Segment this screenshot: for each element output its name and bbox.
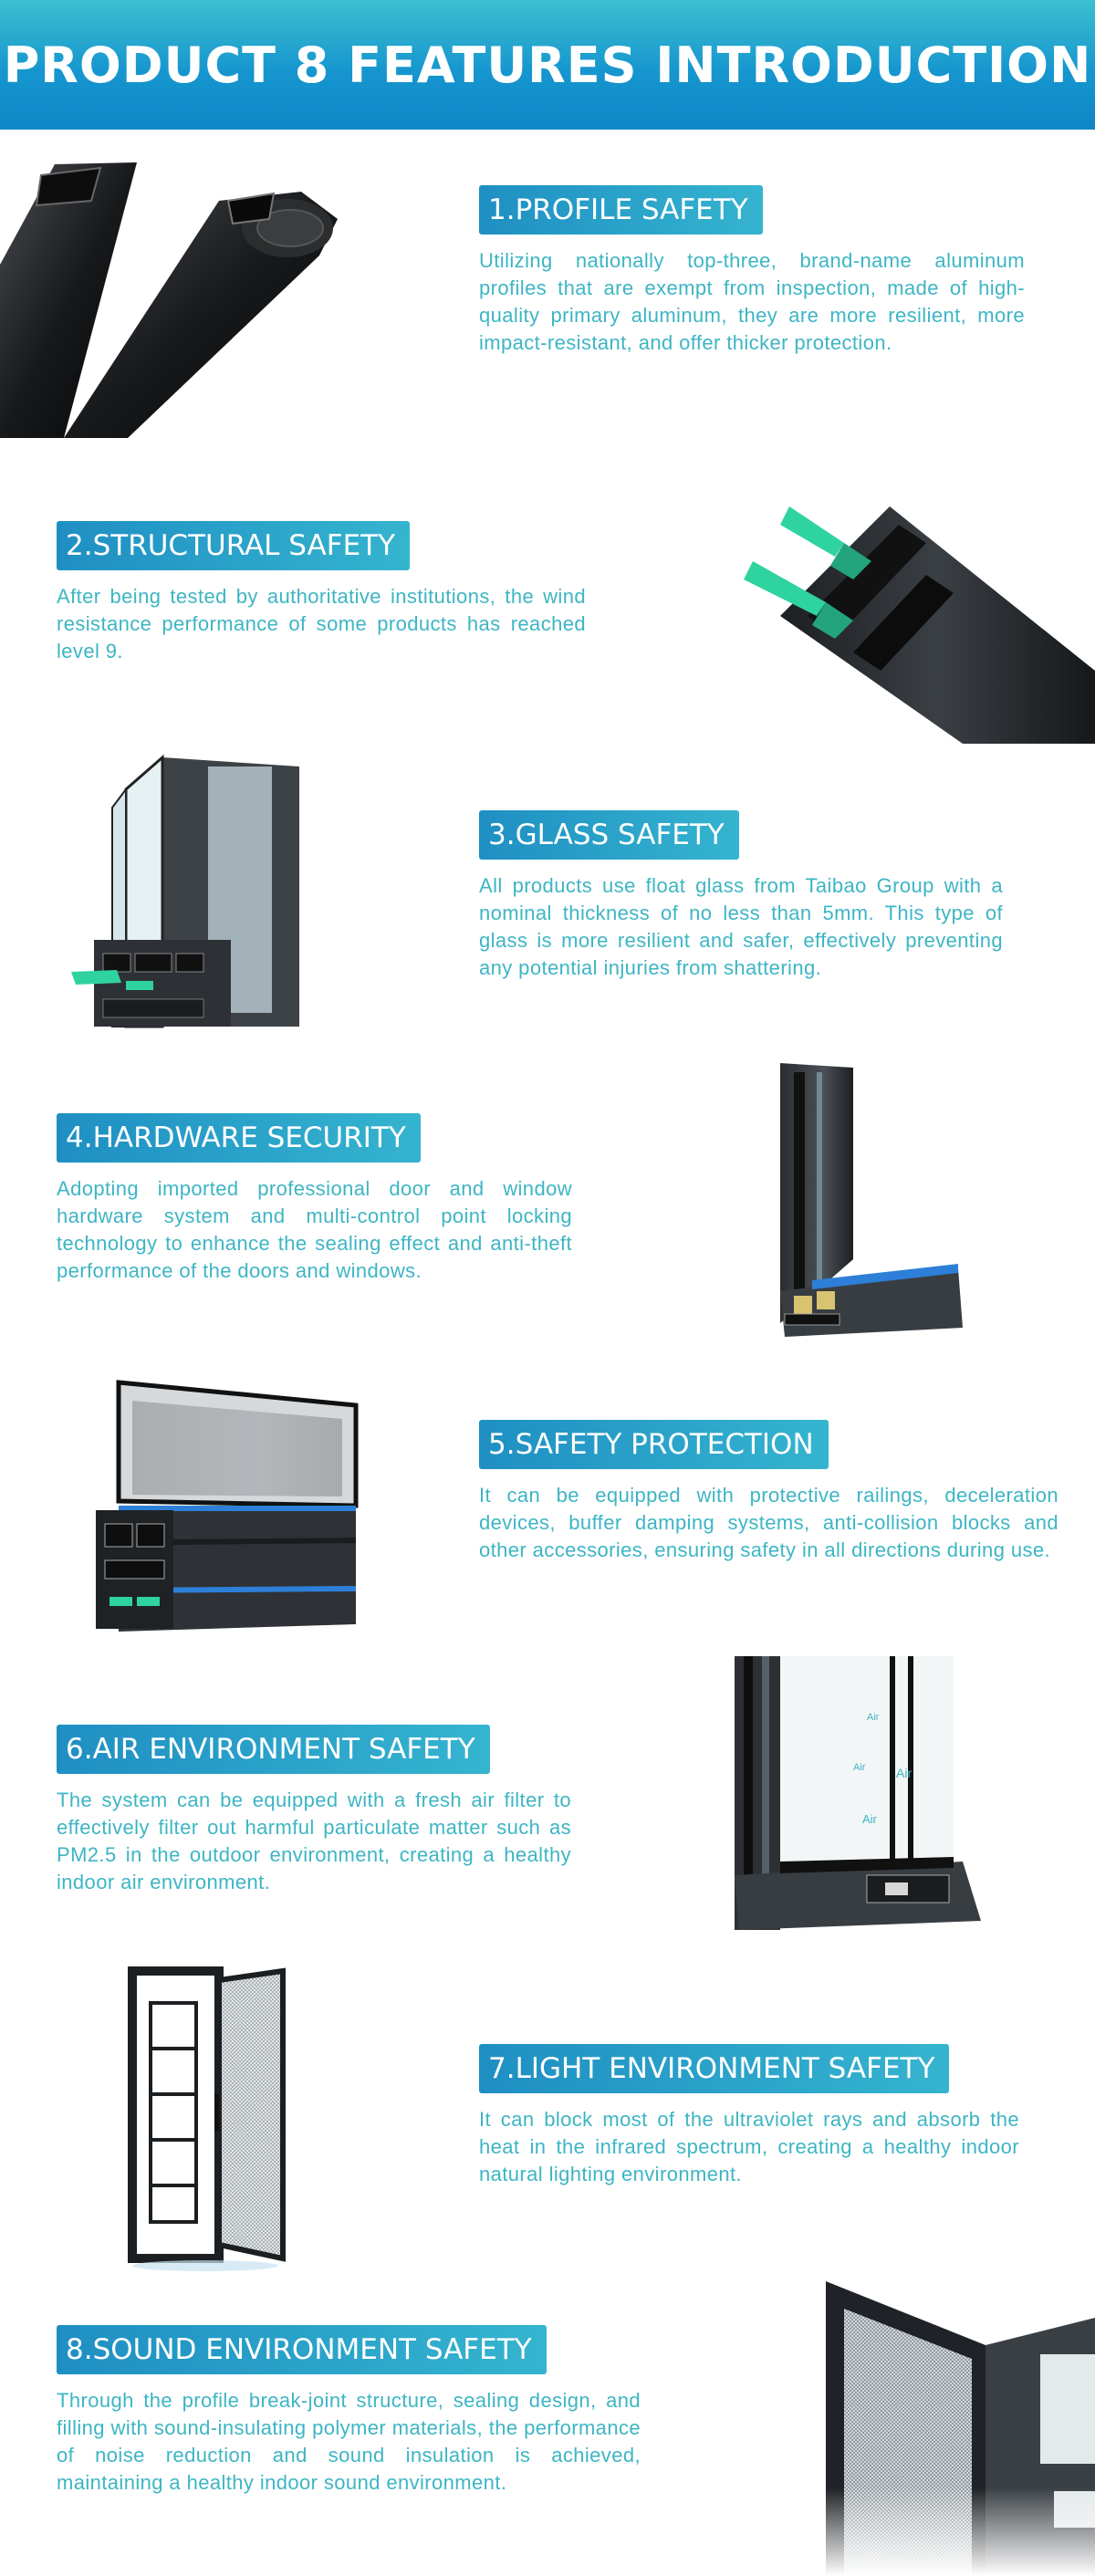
sound-insulated-window-image xyxy=(821,2281,1095,2576)
feature-glass-safety xyxy=(479,810,1003,982)
feature-title: 1.PROFILE SAFETY xyxy=(479,185,763,235)
hardware-frame-corner-image xyxy=(766,1063,967,1337)
header-banner xyxy=(0,0,1095,130)
feature-hardware-security xyxy=(57,1113,572,1285)
rubber-seal-strip-image xyxy=(0,155,356,438)
feature-title: 4.HARDWARE SECURITY xyxy=(57,1113,421,1163)
feature-safety-protection xyxy=(479,1420,1058,1564)
air-label: Air xyxy=(867,1712,880,1723)
feature-sound-environment-safety xyxy=(57,2325,641,2497)
feature-title: 6.AIR ENVIRONMENT SAFETY xyxy=(57,1725,490,1774)
feature-light-environment-safety xyxy=(479,2044,1019,2188)
screen-door-image xyxy=(123,1966,292,2272)
feature-description: The system can be equipped with a fresh air filter to effectively filter out harmful particulate matter such as PM2.5 in the outdoor environment, creating a healthy indoor air environment. xyxy=(57,1789,571,1893)
page-title: PRODUCT 8 FEATURES INTRODUCTION xyxy=(3,36,1092,94)
safety-protection-panel-image xyxy=(91,1378,360,1633)
feature-title: 2.STRUCTURAL SAFETY xyxy=(57,521,410,570)
feature-description: Utilizing nationally top-three, brand-name aluminum profiles that are exempt from inspection, made of high-quality primary aluminum, they are more resilient, more impact-resistant, and offer thicker protection. xyxy=(479,249,1025,354)
air-label: Air xyxy=(853,1762,866,1773)
air-label: Air xyxy=(896,1766,912,1780)
glass-window-corner-image xyxy=(71,753,308,1031)
profile-cross-section-image xyxy=(744,488,1095,744)
feature-description: All products use float glass from Taibao Group with a nominal thickness of no less than 5mm. This type of glass is more resilient and safer, effectively preventing any potential injuries from shattering. xyxy=(479,874,1003,979)
air-filter-window-image xyxy=(730,1656,981,1948)
feature-profile-safety xyxy=(479,185,1025,357)
air-label: Air xyxy=(862,1812,877,1826)
feature-description: It can be equipped with protective railings, deceleration devices, buffer damping systems, anti-collision blocks and other accessories, ensuring safety in all directions during use. xyxy=(479,1484,1058,1561)
feature-title: 5.SAFETY PROTECTION xyxy=(479,1420,829,1469)
feature-description: After being tested by authoritative institutions, the wind resistance performance of some products has reached level 9. xyxy=(57,585,586,662)
feature-air-environment-safety xyxy=(57,1725,571,1896)
feature-title: 7.LIGHT ENVIRONMENT SAFETY xyxy=(479,2044,949,2093)
feature-description: Through the profile break-joint structure, sealing design, and filling with sound-insulating polymer materials, the performance of noise reduction and sound insulation is achieved, maintaining a healthy indoor sound environment. xyxy=(57,2389,641,2494)
feature-description: It can block most of the ultraviolet rays and absorb the heat in the infrared spectrum, creating a healthy indoor natural lighting environment. xyxy=(479,2108,1019,2185)
feature-description: Adopting imported professional door and window hardware system and multi-control point locking technology to enhance the sealing effect and anti-theft performance of the doors and windows. xyxy=(57,1177,572,1282)
feature-title: 8.SOUND ENVIRONMENT SAFETY xyxy=(57,2325,547,2374)
feature-structural-safety xyxy=(57,521,586,665)
feature-title: 3.GLASS SAFETY xyxy=(479,810,739,860)
